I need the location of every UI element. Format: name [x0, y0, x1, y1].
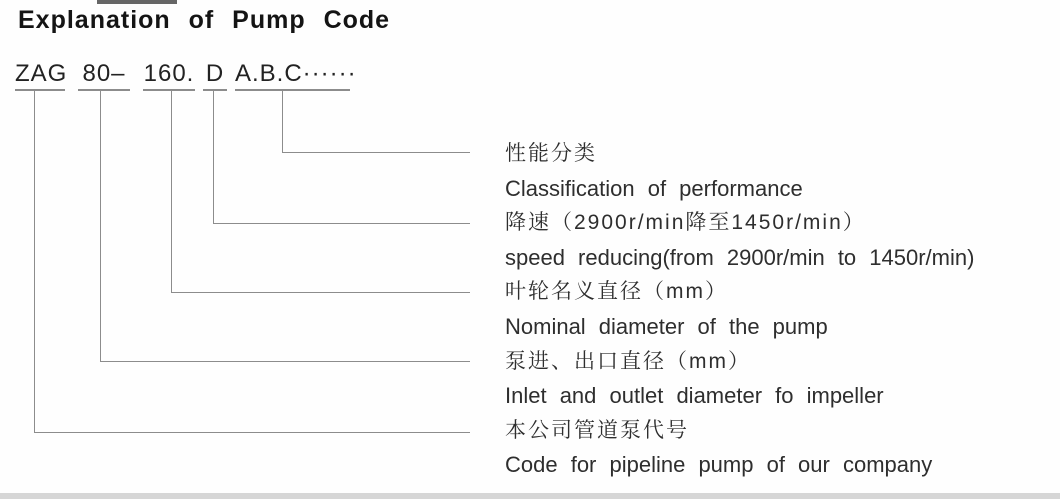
label-inlet-outlet-diameter	[505, 345, 1053, 414]
label-performance-class-en: Classification of performance	[505, 175, 803, 201]
bottom-scan-band	[0, 493, 1060, 499]
label-speed-reduction	[505, 206, 1053, 275]
label-performance-class-zh: 性能分类	[505, 142, 597, 165]
code-segment-performance-class: A.B.C······	[235, 61, 350, 91]
label-inlet-outlet-diameter-en: Inlet and outlet diameter fo impeller	[505, 383, 884, 409]
code-segment-impeller-diameter: 160.	[143, 61, 195, 91]
label-inlet-outlet-diameter-zh: 泵进、出口直径（mm）	[505, 349, 751, 373]
connector-zag-to-company-code	[34, 91, 470, 433]
top-scan-artifact-bar	[97, 0, 177, 4]
label-company-code	[505, 414, 1053, 483]
label-impeller-diameter	[505, 275, 1053, 344]
label-speed-reduction-en: speed reducing(from 2900r/min to 1450r/min)	[505, 244, 975, 270]
label-company-code-en: Code for pipeline pump of our company	[505, 452, 933, 478]
label-company-code-zh: 本公司管道泵代号	[505, 418, 689, 442]
page-title: Explanation of Pump Code	[18, 6, 391, 34]
code-segment-speed-reduction: D	[203, 61, 227, 91]
code-segment-inlet-outlet-size: 80–	[78, 61, 130, 91]
label-performance-class	[505, 137, 1053, 206]
label-column	[505, 137, 1053, 483]
code-segment-zag: ZAG	[15, 61, 65, 91]
label-speed-reduction-zh: 降速（2900r/min降至1450r/min）	[505, 211, 866, 235]
label-impeller-diameter-en: Nominal diameter of the pump	[505, 313, 828, 339]
label-impeller-diameter-zh: 叶轮名义直径（mm）	[505, 280, 728, 304]
